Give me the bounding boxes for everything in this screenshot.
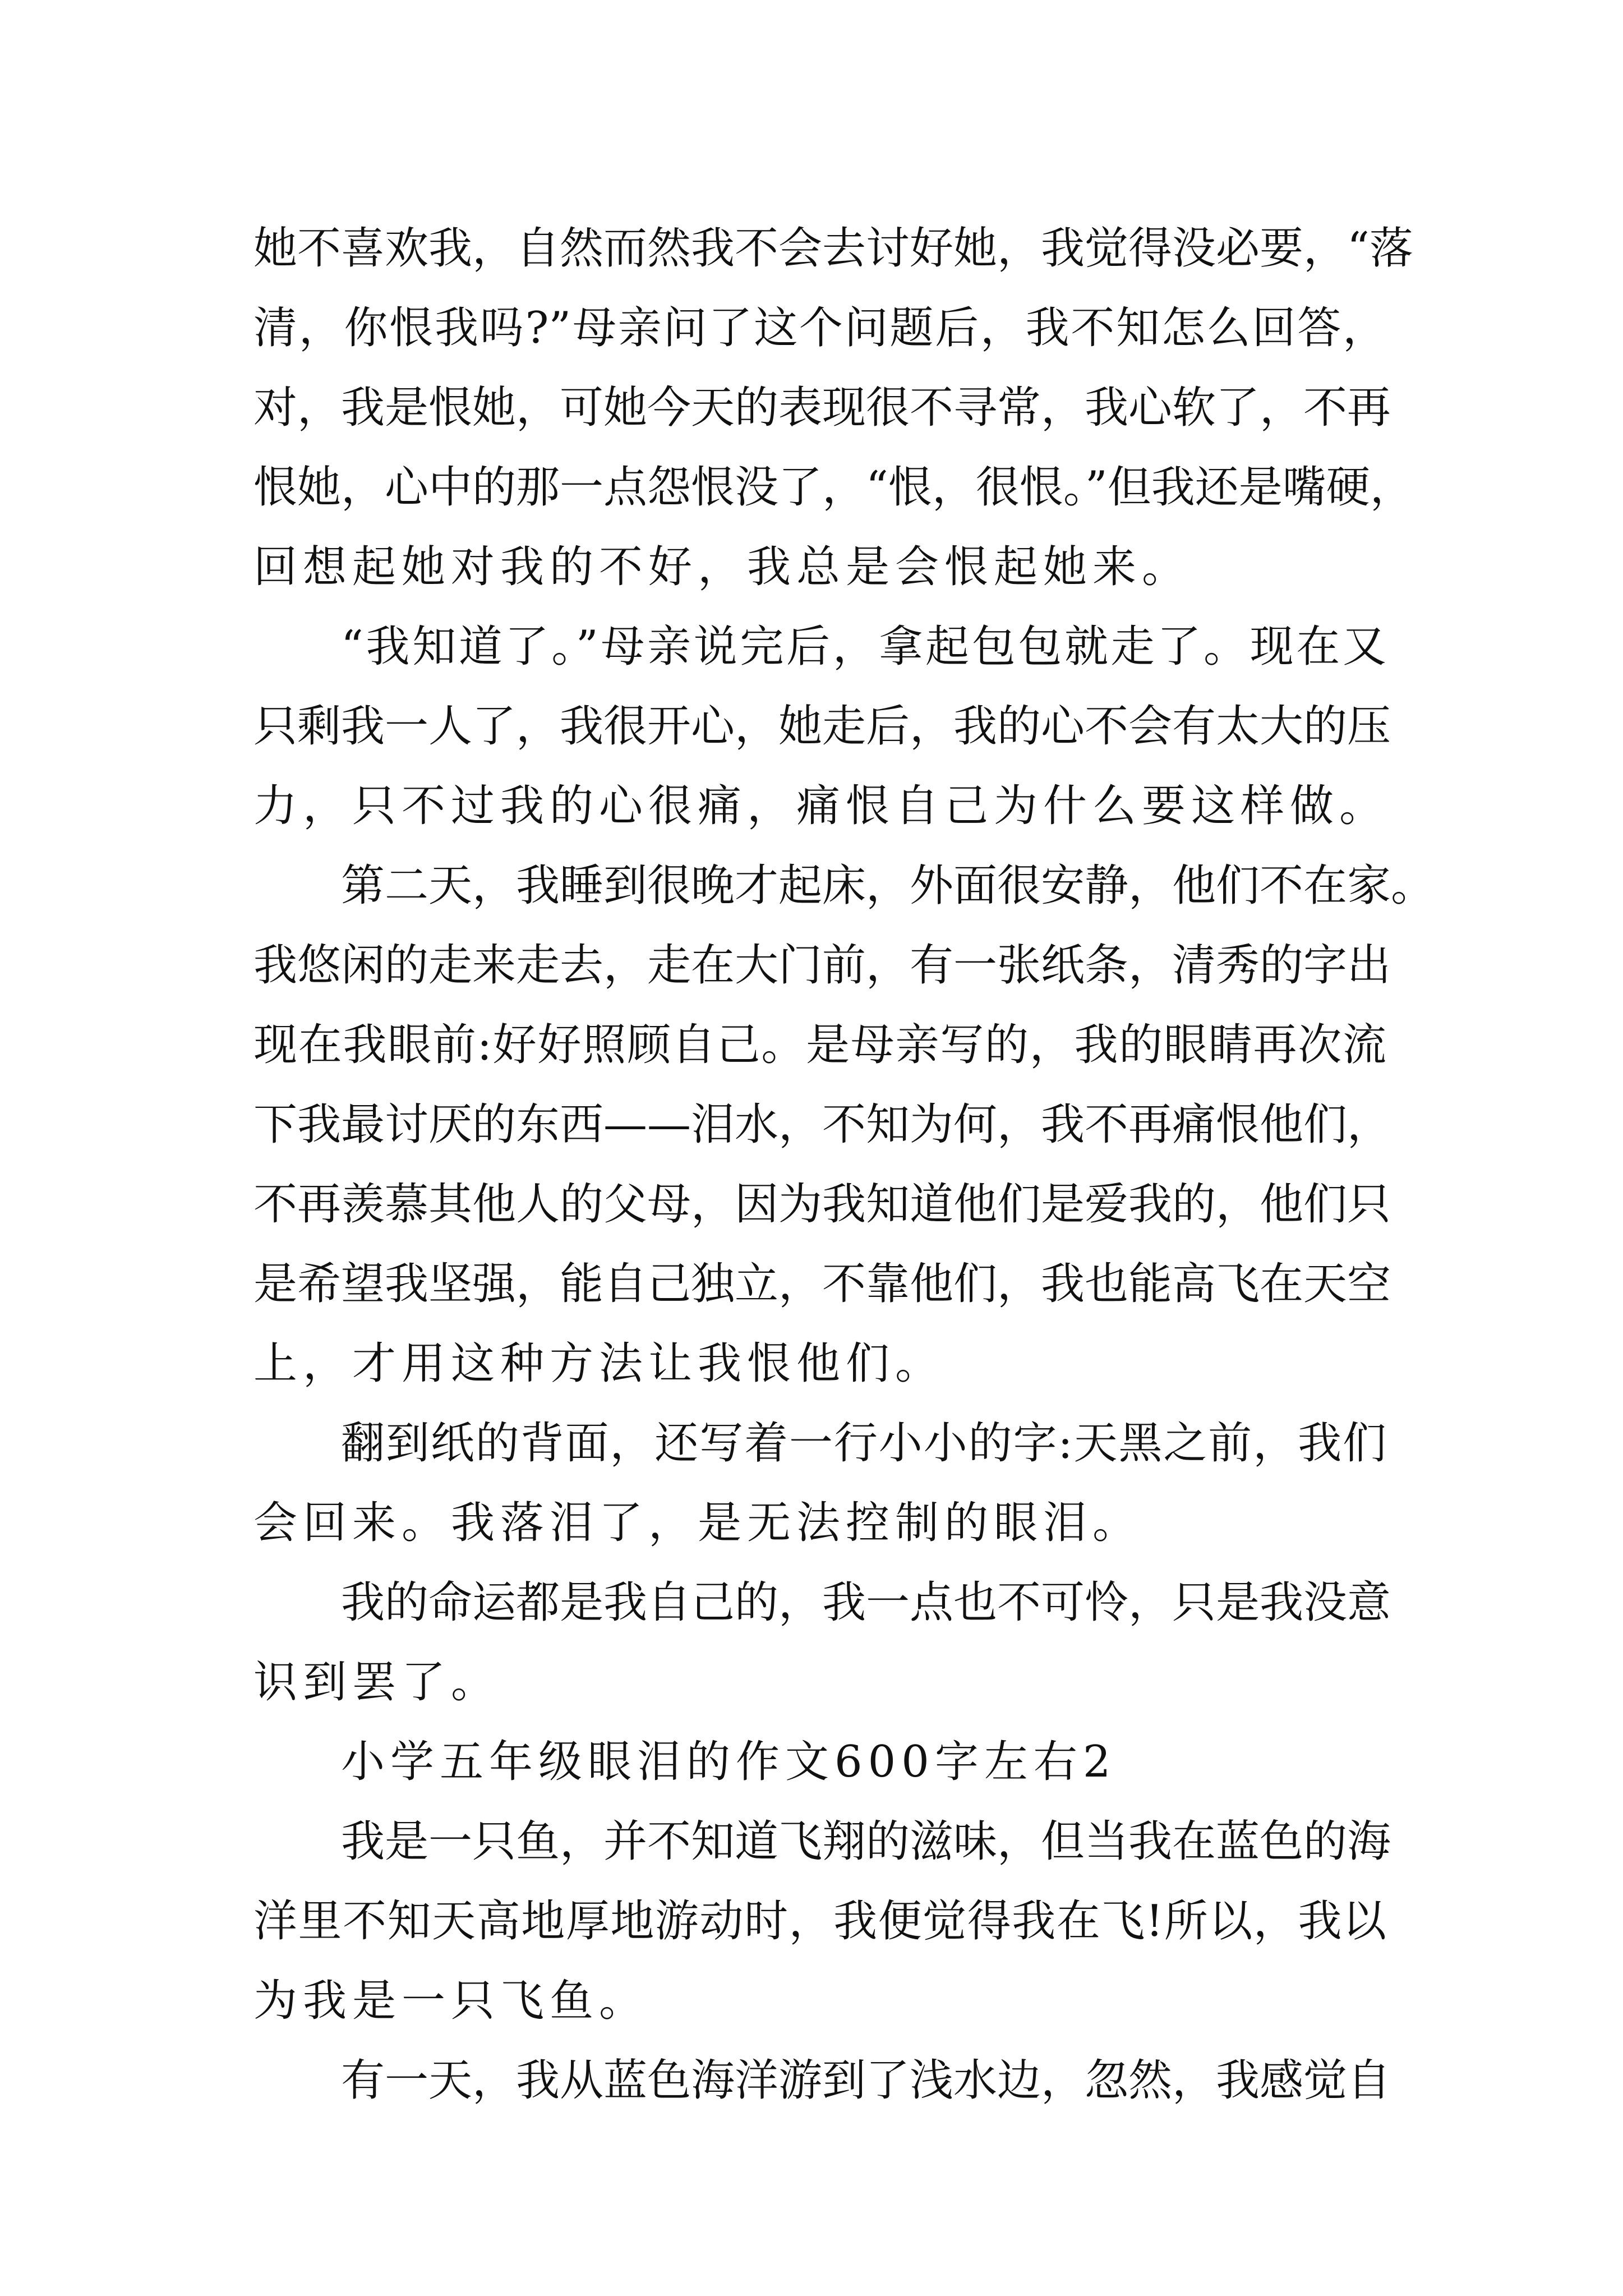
paragraph-first-line: 我是一只鱼，并不知道飞翔的滋味，但当我在蓝色的海 — [341, 1816, 1391, 1867]
text-line: 会回来。我落泪了，是无法控制的眼泪。 — [253, 1498, 1142, 1548]
text-line: 不再羡慕其他人的父母，因为我知道他们是爱我的，他们只 — [253, 1179, 1391, 1230]
paragraph-first-line: “我知道了。”母亲说完后，拿起包包就走了。现在又 — [341, 622, 1386, 672]
text-line: 识到罢了。 — [253, 1657, 501, 1708]
text-line: 清，你恨我吗?”母亲问了这个问题后，我不知怎么回答， — [253, 303, 1386, 353]
text-line: 洋里不知天高地厚地游动时，我便觉得我在飞!所以，我以 — [253, 1896, 1386, 1947]
document-page — [253, 209, 1435, 2120]
text-line: 为我是一只飞鱼。 — [253, 1976, 649, 2026]
text-line: 她不喜欢我，自然而然我不会去讨好她，我觉得没必要，“落 — [253, 223, 1413, 274]
text-line: 我悠闲的走来走去，走在大门前，有一张纸条，清秀的字出 — [253, 940, 1391, 991]
paragraph-first-line: 第二天，我睡到很晚才起床，外面很安静，他们不在家。 — [341, 861, 1435, 911]
text-line: 上，才用这种方法让我恨他们。 — [253, 1338, 945, 1389]
text-line: 下我最讨厌的东西——泪水，不知为何，我不再痛恨他们， — [253, 1099, 1391, 1150]
text-line: 是希望我坚强，能自己独立，不靠他们，我也能高飞在天空 — [253, 1259, 1391, 1309]
paragraph-first-line: 翻到纸的背面，还写着一行小小的字:天黑之前，我们 — [341, 1418, 1386, 1469]
paragraph-first-line: 有一天，我从蓝色海洋游到了浅水边，忽然，我感觉自 — [341, 2055, 1391, 2106]
essay-subtitle: 小学五年级眼泪的作文600字左右2 — [341, 1737, 1117, 1787]
text-line: 现在我眼前:好好照顾自己。是母亲写的，我的眼睛再次流 — [253, 1020, 1386, 1070]
text-line: 力，只不过我的心很痛，痛恨自己为什么要这样做。 — [253, 781, 1389, 831]
text-line: 对，我是恨她，可她今天的表现很不寻常，我心软了，不再 — [253, 383, 1391, 433]
text-line: 只剩我一人了，我很开心，她走后，我的心不会有太大的压 — [253, 701, 1391, 752]
paragraph-first-line: 我的命运都是我自己的，我一点也不可怜，只是我没意 — [341, 1577, 1391, 1628]
text-line: 恨她，心中的那一点怨恨没了，“恨，很恨。”但我还是嘴硬， — [253, 462, 1414, 513]
text-line: 回想起她对我的不好，我总是会恨起她来。 — [253, 542, 1192, 592]
